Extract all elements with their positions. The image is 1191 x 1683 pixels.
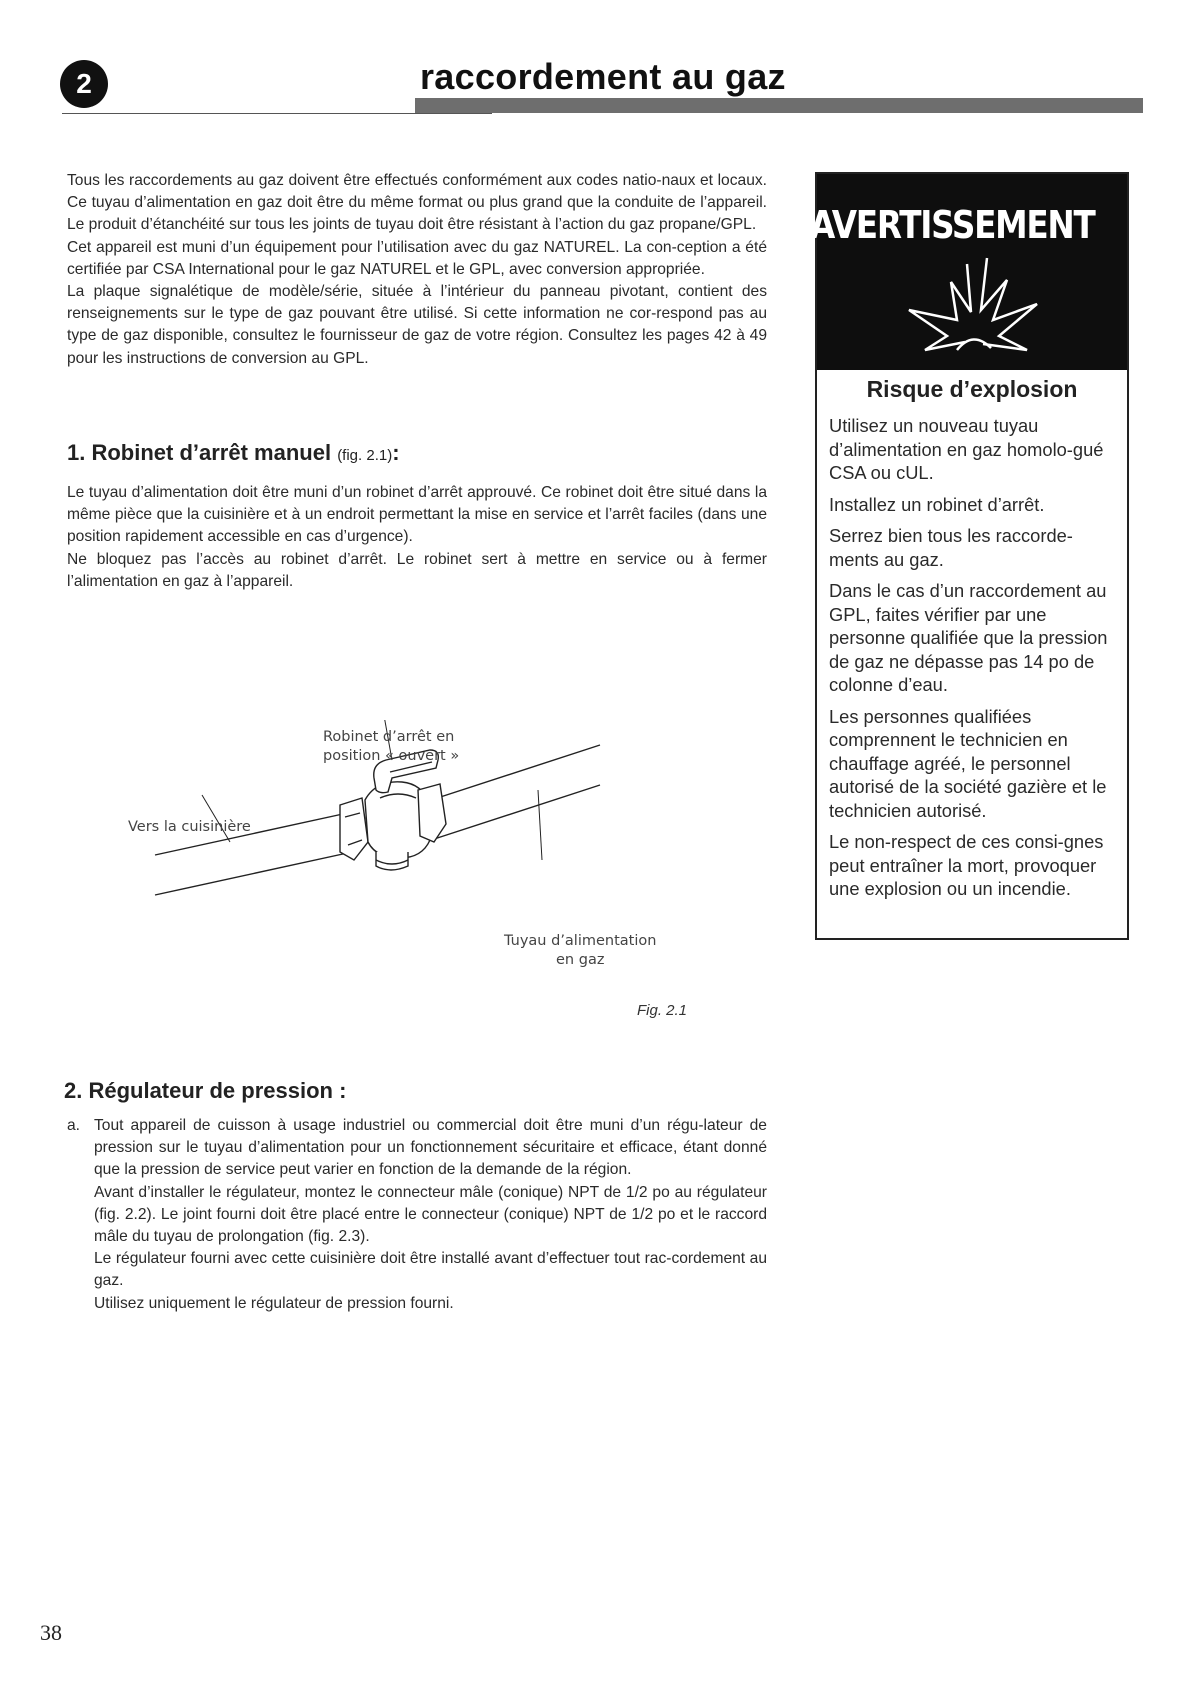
risk-title: Risque d’explosion — [866, 376, 1078, 402]
body-paragraph: Utilisez uniquement le régulateur de pression fourni. — [94, 1294, 454, 1312]
left-nut — [340, 798, 368, 860]
warning-box — [809, 172, 1129, 940]
warning-paragraph: Les personnes qualifiées comprennent le technicien en chauffage agréé, le personnel autorisé de la société gazière et le technicien autorisé. — [829, 705, 1107, 821]
label-to-range: Vers la cuisinière — [128, 819, 251, 835]
leader-tuyau — [538, 790, 542, 860]
intro-paragraph: Tous les raccordements au gaz doivent être effectués conformément aux codes natio-naux et locaux. Ce tuyau d’alimentation en gaz doit être du même format ou plus grand que la conduite de l’appareil. Le produit d’étanchéité sur tous les joints de tuyau doit être résistant à l’action du gaz propane/GPL. — [67, 172, 767, 234]
regulator-item-a — [67, 1115, 767, 1315]
warning-paragraph: Le non-respect de ces consi-gnes peut entraîner la mort, provoquer une explosion ou un incendie. — [829, 831, 1104, 899]
heading-text: 1. Robinet d’arrêt manuel — [67, 440, 332, 465]
right-nut — [418, 784, 446, 842]
warning-body — [829, 414, 1119, 909]
warning-paragraph: Dans le cas d’un raccordement au GPL, faites vérifier par une personne qualifiée que la pression de gaz ne dépasse pas 14 po de colonne d’eau. — [829, 580, 1108, 695]
body-paragraph: Avant d’installer le régulateur, montez le connecteur mâle (conique) NPT de 1/2 po au régulateur (fig. 2.2). Le joint fourni doit être placé entre le connecteur (conique) NPT de 1/2 po et le raccord mâle du tuyau de prolongation (fig. 2.3). — [94, 1183, 767, 1246]
intro-text — [67, 170, 767, 370]
warning-paragraph: Installez un robinet d’arrêt. — [829, 493, 1045, 515]
label-line: position « ouvert » — [323, 748, 460, 764]
intro-paragraph: Cet appareil est muni d’un équipement pour l’utilisation avec du gaz NATUREL. La con-ception a été certifiée par CSA International pour le gaz NATUREL et le GPL, avec conversion appropriée. — [67, 238, 767, 278]
page-title: raccordement au gaz — [420, 56, 786, 97]
section-body-robinet — [67, 482, 767, 593]
warning-banner — [809, 174, 1127, 370]
page-number: 38 — [40, 1620, 62, 1645]
warning-label: AVERTISSEMENT — [809, 203, 1095, 247]
section-heading-regulateur: 2. Régulateur de pression : — [64, 1078, 347, 1103]
heading-colon: : — [392, 440, 400, 465]
valve-stem — [376, 852, 408, 870]
header-bar — [415, 98, 1143, 113]
section-heading-robinet — [67, 440, 400, 466]
intro-paragraph: La plaque signalétique de modèle/série, située à l’intérieur du panneau pivotant, contient des renseignements sur le type de gaz pouvant être utilisé. Si cette information ne cor-respond pas au type de gaz disponible, consultez le fournisseur de gaz de votre région. Consultez les pages 42 à 49 pour les instructions de conversion au GPL. — [67, 283, 767, 367]
body-paragraph: Le régulateur fourni avec cette cuisinière doit être installé avant d’effectuer tout rac-cordement au gaz. — [94, 1250, 767, 1290]
warning-paragraph: Utilisez un nouveau tuyau d’alimentation en gaz homolo-gué CSA ou cUL. — [829, 415, 1104, 483]
label-shutoff-valve — [323, 728, 459, 766]
label-line: Tuyau d’alimentation — [504, 933, 657, 949]
section-number-badge: 2 — [60, 60, 108, 108]
body-paragraph: Tout appareil de cuisson à usage industriel ou commercial doit être muni d’un régu-lateur de pression sur le tuyau d’alimentation pour un fonctionnement sécuritaire et efficace, étant donné que la pression de service peut varier en fonction de la demande de la région. — [94, 1117, 767, 1179]
label-gas-supply-pipe — [504, 932, 656, 970]
label-line: Robinet d’arrêt en — [323, 729, 455, 745]
body-paragraph: Ne bloquez pas l’accès au robinet d’arrêt. Le robinet sert à mettre en service ou à fermer l’alimentation en gaz à l’appareil. — [67, 550, 767, 590]
list-item-content — [94, 1115, 767, 1315]
warning-header — [809, 202, 1127, 248]
label-line: en gaz — [556, 952, 605, 968]
explosion-icon — [887, 254, 1057, 364]
figure-caption: Fig. 2.1 — [637, 1002, 688, 1019]
list-marker: a. — [67, 1117, 81, 1134]
header-rule — [62, 113, 492, 114]
pipe-bottom-left-edge — [155, 852, 352, 895]
body-paragraph: Le tuyau d’alimentation doit être muni d’un robinet d’arrêt approuvé. Ce robinet doit être situé dans la même pièce que la cuisinière et à un endroit permettant la mise en service et l’arrêt faciles (dans une position rapidement accessible en cas d’urgence). — [67, 484, 767, 546]
heading-fig-ref: (fig. 2.1) — [337, 447, 393, 464]
warning-paragraph: Serrez bien tous les raccorde-ments au gaz. — [829, 525, 1073, 570]
